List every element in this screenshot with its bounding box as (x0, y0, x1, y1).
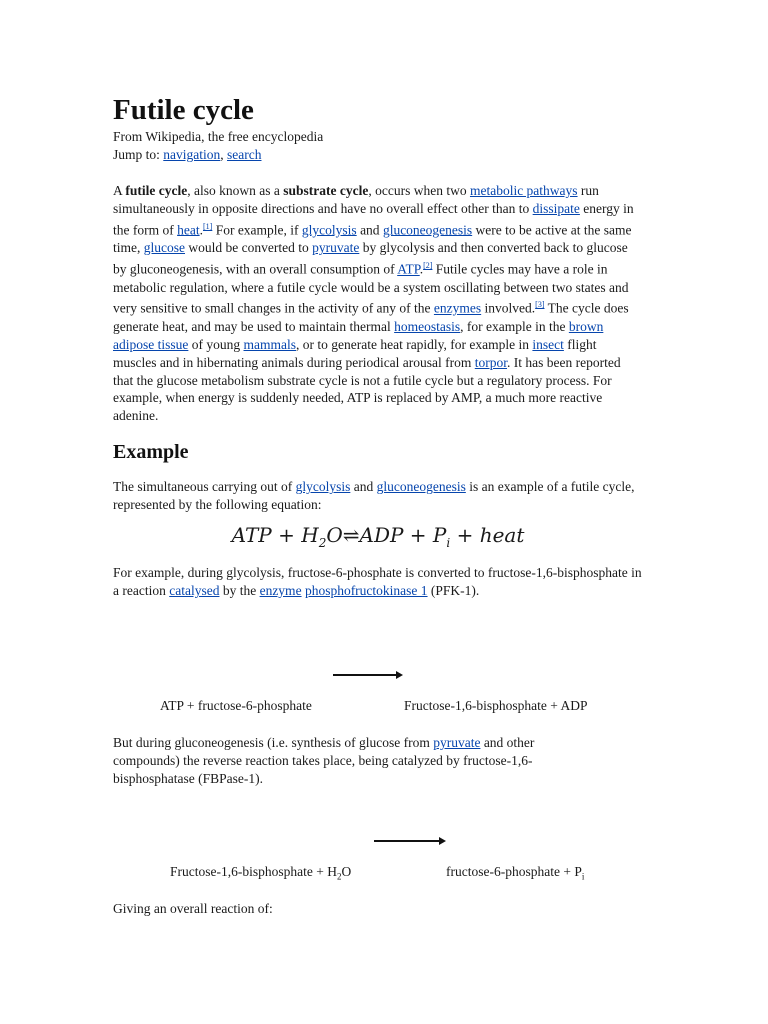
subscript-i: i (581, 871, 585, 882)
text: The cycle does generate heat, and may be used to maintain thermal (113, 300, 629, 334)
eq-o: O (326, 523, 343, 548)
intro-paragraph: A futile cycle, also known as a substrate cycle, occurs when two metabolic pathways run simultaneously in opposite directions and have no overall effect other than to dissipate energy in the form of heat.[1] For example, if glycolysis and gluconeogenesis were to be active at the same time, glucose would be converted to pyruvate by glycolysis and then converted back to glucose by gluconeogenesis, with an overall consumption of ATP.[2] Futile cycles may have a role in metabolic regulation, where a futile cycle would be a system oscillating between two states and very sensitive to small changes in the activity of any of the enzymes involved.[3] The cycle does generate heat, and may be used to maintain thermal homeostasis, for example in the brown adipose tissue of young mammals, or to generate heat rapidly, for example in insect flight muscles and in hibernating animals during periodical arousal from torpor. It has been reported that the glucose metabolism substrate cycle is not a futile cycle but a regulatory process. For example, when energy is suddenly needed, ATP is replaced by AMP, a much more reactive adenine. (113, 183, 634, 424)
reaction-1-products: Fructose-1,6-bisphosphate + ADP (404, 698, 588, 713)
eq-atp: ATP (231, 523, 272, 548)
text: For example, if (212, 222, 302, 238)
text: would be converted to (185, 240, 313, 256)
link-metabolic-pathways[interactable]: metabolic pathways (469, 183, 578, 198)
example-paragraph-3 (113, 734, 593, 788)
eq-subscript-2: 2 (318, 536, 327, 551)
link-enzymes[interactable]: enzymes (433, 300, 482, 316)
link-enzyme[interactable]: enzyme (259, 583, 302, 598)
text: O (341, 864, 352, 879)
example-paragraph-2 (113, 564, 643, 600)
eq-plus: + (271, 523, 302, 548)
link-mammals[interactable]: mammals (243, 336, 296, 352)
example-paragraph-4: Giving an overall reaction of: (113, 901, 273, 916)
eq-subscript-i: i (446, 536, 451, 551)
text: and other compounds) the reverse reaction takes place, being catalyzed by fructose-1,6-bisphosphatase (FBPase-1). (113, 735, 535, 786)
reaction-1-reactants: ATP + fructose-6-phosphate (160, 698, 312, 713)
text: is an example of a futile cycle, represented by the following equation: (113, 479, 635, 513)
jump-separator: , (220, 147, 228, 162)
link-gluconeogenesis[interactable]: gluconeogenesis (382, 222, 473, 238)
text: and (356, 222, 383, 238)
navigation-link[interactable]: navigation (163, 147, 221, 162)
text: of young (188, 336, 244, 352)
link-atp[interactable]: ATP (397, 261, 420, 277)
link-insect[interactable]: insect (532, 336, 564, 352)
eq-heat: heat (479, 523, 525, 548)
section-heading-example: Example (113, 441, 189, 464)
link-glycolysis[interactable]: glycolysis (295, 479, 351, 495)
link-gluconeogenesis[interactable]: gluconeogenesis (376, 479, 466, 495)
eq-equilibrium-arrows: ⇌ (342, 523, 360, 548)
link-brown-adipose-tissue[interactable]: brown adipose tissue (113, 318, 604, 352)
text: . It has been reported that the glucose metabolism substrate cycle is not a futile cycle but a regulatory process. For example, when energy is suddenly needed, ATP is replaced by AMP, a much more reactive adenine. (113, 354, 621, 424)
text: Futile cycles may have a role in metabolic regulation, where a futile cycle would be a system oscillating between two states and very sensitive to small changes in the activity of any of the (113, 261, 629, 316)
reaction-arrow-right (374, 840, 444, 842)
text: , or to generate heat rapidly, for example in (296, 336, 533, 352)
text: flight muscles and in hibernating animals during periodical arousal from (113, 336, 597, 370)
text: involved. (481, 300, 536, 316)
eq-h: H (301, 523, 319, 548)
link-glycolysis[interactable]: glycolysis (301, 222, 357, 238)
text: , also known as a (187, 183, 284, 198)
text: were to be active at the same time, (113, 222, 632, 256)
text: But during gluconeogenesis (i.e. synthesis of glucose from (113, 735, 434, 750)
link-torpor[interactable]: torpor (474, 354, 508, 370)
reaction-2-reactants (170, 864, 351, 882)
jump-prefix: Jump to: (113, 147, 164, 162)
reaction-2-products (446, 864, 584, 882)
term-futile-cycle: futile cycle (125, 183, 188, 198)
link-dissipate[interactable]: dissipate (532, 200, 580, 216)
link-phosphofructokinase-1[interactable]: phosphofructokinase 1 (304, 583, 428, 598)
reference-2[interactable]: [2] (423, 261, 433, 271)
article (113, 92, 643, 600)
jump-links (113, 146, 643, 164)
text: energy in the form of (113, 200, 634, 238)
eq-p: P (432, 523, 447, 548)
eq-adp: ADP (359, 523, 404, 548)
page-title: Futile cycle (113, 94, 254, 126)
text: , occurs when two (368, 183, 470, 198)
text: For example, during glycolysis, fructose-6-phosphate is converted to fructose-1,6-bisphosphate in a reaction (113, 565, 642, 598)
reference-1[interactable]: [1] (202, 221, 213, 231)
term-substrate-cycle: substrate cycle (283, 183, 369, 198)
text: The simultaneous carrying out of (113, 479, 296, 495)
text: and (350, 479, 377, 495)
site-subtitle: From Wikipedia, the free encyclopedia (113, 129, 324, 144)
text: , for example in the (460, 318, 569, 334)
example-paragraph-1 (113, 478, 643, 514)
link-catalysed[interactable]: catalysed (169, 583, 220, 598)
eq-plus: + (450, 523, 480, 548)
text: by glycolysis and then converted back to glucose by gluconeogenesis, with an overall consumption of (113, 240, 628, 277)
search-link[interactable]: search (227, 147, 262, 162)
text: by the (219, 583, 260, 598)
text: run simultaneously in opposite directions and have no overall effect other than to (113, 183, 599, 216)
link-pyruvate[interactable]: pyruvate (312, 240, 360, 256)
eq-plus: + (403, 523, 433, 548)
reaction-arrow-right (333, 674, 401, 676)
link-heat[interactable]: heat (177, 222, 200, 238)
link-glucose[interactable]: glucose (143, 240, 185, 256)
text: A (113, 183, 126, 198)
text: fructose-6-phosphate + P (446, 864, 582, 879)
text: Fructose-1,6-bisphosphate + H (170, 864, 337, 879)
text: (PFK-1). (427, 583, 480, 598)
subscript-2: 2 (336, 871, 342, 882)
link-pyruvate[interactable]: pyruvate (433, 735, 481, 750)
futile-cycle-equation (113, 520, 643, 550)
link-homeostasis[interactable]: homeostasis (394, 318, 461, 334)
reference-3[interactable]: [3] (535, 300, 545, 310)
